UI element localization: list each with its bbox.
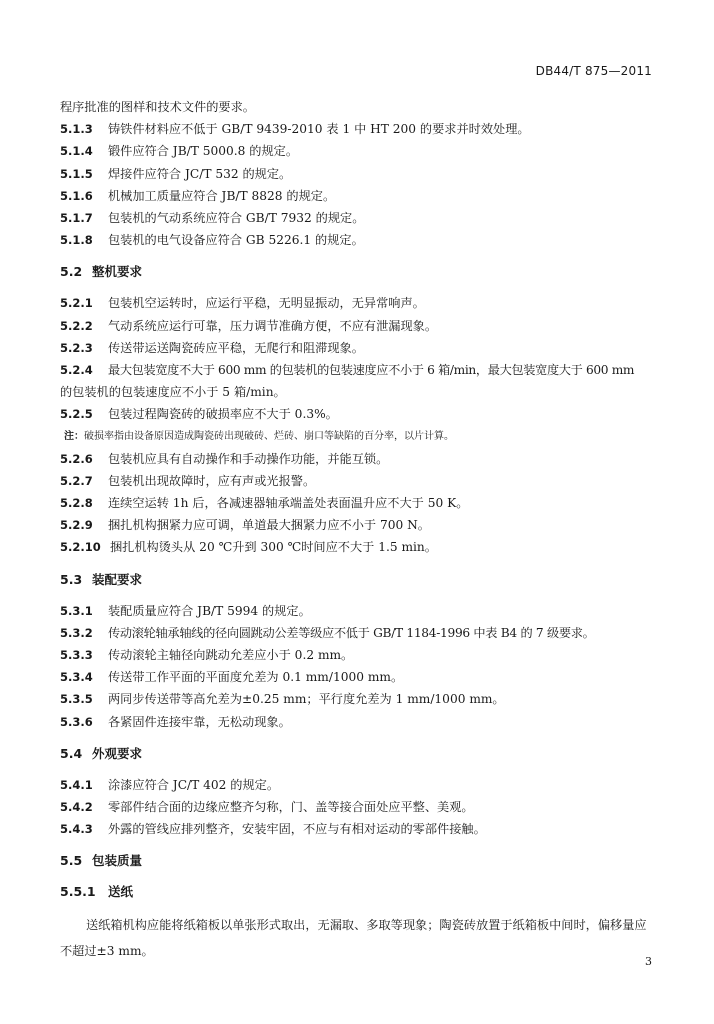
clause-5-4-3 xyxy=(60,818,656,840)
clause-5-1-4 xyxy=(60,140,656,162)
section-number: 5.2 xyxy=(60,264,83,280)
subsection-number: 5.5.1 xyxy=(60,884,96,900)
section-title: 包装质量 xyxy=(92,853,143,869)
section-5-1-items xyxy=(60,118,656,251)
section-heading-5-2 xyxy=(60,261,656,283)
section-title: 外观要求 xyxy=(92,745,143,761)
note-text: 破损率指由设备原因造成陶瓷砖出现破砖、烂砖、崩口等缺陷的百分率，以片计算。 xyxy=(84,430,454,442)
clause-5-2-10 xyxy=(60,536,656,558)
section-heading-5-5 xyxy=(60,850,656,872)
clause-number: 5.2.10 xyxy=(60,540,101,555)
clause-5-2-3 xyxy=(60,337,656,359)
clause-text: 涂漆应符合 JC/T 402 的规定。 xyxy=(108,777,280,792)
section-title: 装配要求 xyxy=(92,571,143,587)
clause-5-3-5 xyxy=(60,688,656,710)
clause-text: 包装机的气动系统应符合 GB/T 7932 的规定。 xyxy=(108,211,365,226)
clause-number: 5.3.5 xyxy=(60,692,93,707)
clause-text: 捆扎机构烫头从 20 ℃升到 300 ℃时间应不大于 1.5 min。 xyxy=(110,540,437,555)
clause-number: 5.3.1 xyxy=(60,603,93,618)
clause-text: 传送带运送陶瓷砖应平稳，无爬行和阻滞现象。 xyxy=(108,340,364,355)
clause-text: 焊接件应符合 JC/T 532 的规定。 xyxy=(108,166,292,181)
clause-5-2-4-continuation: 的包装机的包装速度应不小于 5 箱/min。 xyxy=(60,385,286,400)
clause-number: 5.2.4 xyxy=(60,363,93,378)
clause-text: 包装机出现故障时，应有声或光报警。 xyxy=(108,473,316,488)
section-heading-5-4 xyxy=(60,743,656,765)
clause-number: 5.2.3 xyxy=(60,340,93,355)
clause-text: 包装机空运转时，应运行平稳，无明显振动，无异常响声。 xyxy=(108,296,425,311)
note-label: 注： xyxy=(64,430,84,442)
clause-5-3-2 xyxy=(60,622,656,644)
clause-5-2-9 xyxy=(60,514,656,536)
clause-number: 5.1.8 xyxy=(60,233,93,248)
clause-number: 5.1.6 xyxy=(60,188,93,203)
clause-5-3-6 xyxy=(60,711,656,733)
clause-text: 外露的管线应排列整齐，安装牢固，不应与有相对运动的零部件接触。 xyxy=(108,822,486,837)
section-title: 整机要求 xyxy=(92,264,143,280)
section-number: 5.5 xyxy=(60,853,83,869)
clause-number: 5.4.3 xyxy=(60,822,93,837)
clause-text: 传送带工作平面的平面度允差为 0.1 mm/1000 mm。 xyxy=(108,670,404,685)
clause-5-1-7 xyxy=(60,207,656,229)
clause-text: 捆扎机构捆紧力应可调，单道最大捆紧力应不小于 700 N。 xyxy=(108,518,430,533)
clause-text: 最大包装宽度不大于 600 mm 的包装机的包装速度应不小于 6 箱/min，最大包装宽度大于 600 mm xyxy=(108,363,635,378)
clause-number: 5.2.1 xyxy=(60,296,93,311)
clause-text: 装配质量应符合 JB/T 5994 的规定。 xyxy=(108,603,311,618)
clause-number: 5.3.6 xyxy=(60,714,93,729)
clause-number: 5.3.3 xyxy=(60,648,93,663)
clause-5-3-1 xyxy=(60,600,656,622)
clause-5-2-4 xyxy=(60,359,656,381)
clause-5-2-8 xyxy=(60,492,656,514)
clause-5-1-5 xyxy=(60,163,656,185)
clause-5-3-3 xyxy=(60,644,656,666)
clause-5-3-4 xyxy=(60,666,656,688)
clause-number: 5.4.1 xyxy=(60,777,93,792)
clause-5-4-1 xyxy=(60,774,656,796)
clause-number: 5.2.6 xyxy=(60,451,93,466)
clause-5-1-6 xyxy=(60,185,656,207)
clause-text: 传动滚轮轴承轴线的径向圆跳动公差等级应不低于 GB/T 1184-1996 中表 B4 的 7 级要求。 xyxy=(108,625,595,640)
clause-number: 5.1.4 xyxy=(60,144,93,159)
paragraph-5-5-1: 送纸箱机构应能将纸箱板以单张形式取出，无漏取、多取等现象；陶瓷砖放置于纸箱板中间时，偏移量应不超过±3 mm。 xyxy=(60,918,647,959)
clause-number: 5.2.9 xyxy=(60,518,93,533)
clause-5-2-2 xyxy=(60,315,656,337)
clause-text: 两同步传送带等高允差为±0.25 mm；平行度允差为 1 mm/1000 mm。 xyxy=(108,692,505,707)
document-code: DB44/T 875—2011 xyxy=(535,64,652,78)
section-number: 5.4 xyxy=(60,745,83,761)
clause-text: 包装机应具有自动操作和手动操作功能，并能互锁。 xyxy=(108,451,389,466)
clause-number: 5.1.5 xyxy=(60,166,93,181)
section-number: 5.3 xyxy=(60,571,83,587)
clause-text: 锻件应符合 JB/T 5000.8 的规定。 xyxy=(108,144,299,159)
clause-number: 5.4.2 xyxy=(60,800,93,815)
clause-text: 气动系统应运行可靠，压力调节准确方便，不应有泄漏现象。 xyxy=(108,318,438,333)
intro-line: 程序批准的图样和技术文件的要求。 xyxy=(60,100,255,114)
section-heading-5-3 xyxy=(60,569,656,591)
clause-number: 5.2.2 xyxy=(60,318,93,333)
clause-text: 传动滚轮主轴径向跳动允差应小于 0.2 mm。 xyxy=(108,648,354,663)
note xyxy=(60,426,656,448)
subsection-title: 送纸 xyxy=(108,884,134,900)
clause-number: 5.2.8 xyxy=(60,496,93,511)
clause-5-1-8 xyxy=(60,229,656,251)
clause-5-4-2 xyxy=(60,796,656,818)
clause-text: 各紧固件连接牢靠，无松动现象。 xyxy=(108,714,291,729)
clause-number: 5.2.5 xyxy=(60,407,93,422)
clause-text: 包装过程陶瓷砖的破损率应不大于 0.3%。 xyxy=(108,407,338,422)
clause-number: 5.3.2 xyxy=(60,625,93,640)
clause-5-2-7 xyxy=(60,470,656,492)
clause-5-2-6 xyxy=(60,448,656,470)
clause-number: 5.2.7 xyxy=(60,473,93,488)
clause-text: 铸铁件材料应不低于 GB/T 9439-2010 表 1 中 HT 200 的要求并时效处理。 xyxy=(108,122,530,137)
clause-5-2-5 xyxy=(60,403,656,425)
clause-number: 5.1.7 xyxy=(60,211,93,226)
clause-text: 连续空运转 1h 后，各减速器轴承端盖处表面温升应不大于 50 K。 xyxy=(108,496,469,511)
clause-5-1-3 xyxy=(60,118,656,140)
clause-number: 5.1.3 xyxy=(60,122,93,137)
clause-text: 零部件结合面的边缘应整齐匀称，门、盖等接合面处应平整、美观。 xyxy=(108,800,474,815)
page-number: 3 xyxy=(645,955,652,968)
clause-5-2-1 xyxy=(60,292,656,314)
subsection-heading-5-5-1 xyxy=(60,881,656,903)
clause-text: 包装机的电气设备应符合 GB 5226.1 的规定。 xyxy=(108,233,364,248)
clause-text: 机械加工质量应符合 JB/T 8828 的规定。 xyxy=(108,188,336,203)
document-body xyxy=(60,96,656,964)
clause-number: 5.3.4 xyxy=(60,670,93,685)
